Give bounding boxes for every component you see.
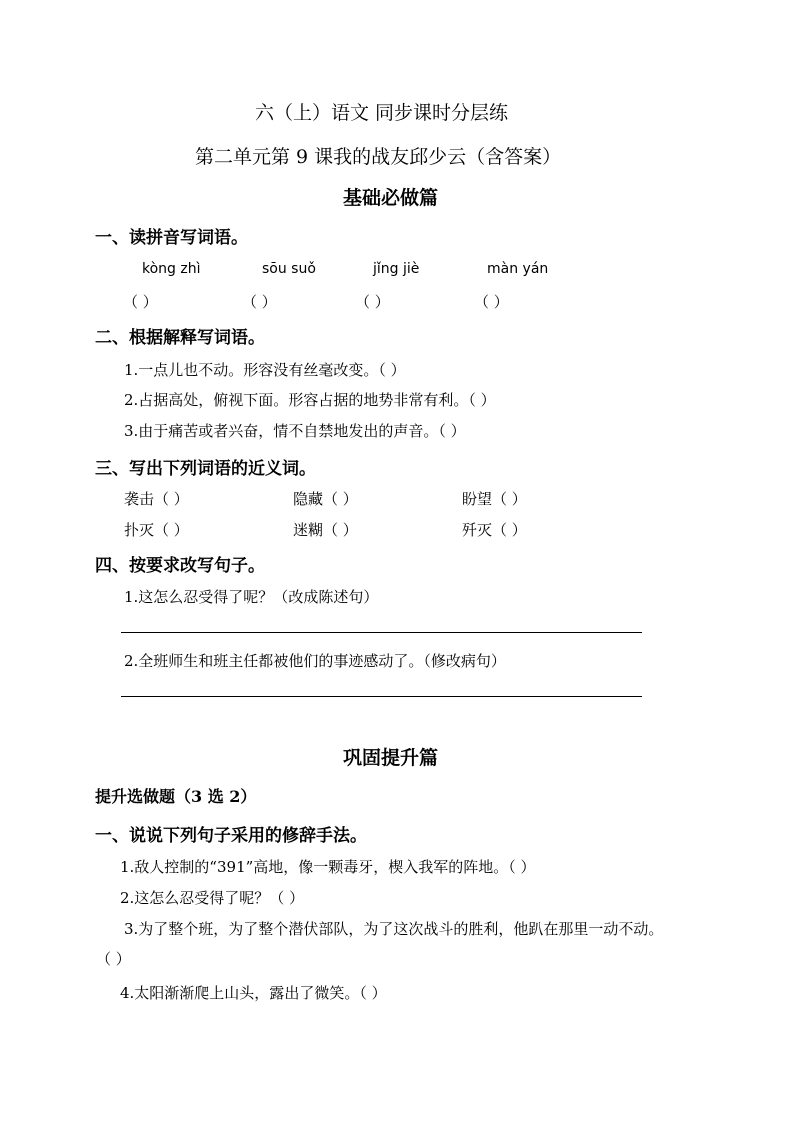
part2-heading: 一、说说下列句子采用的修辞手法。 [95, 826, 367, 846]
section3-heading: 三、写出下列词语的近义词。 [95, 459, 316, 479]
answer-blank-4[interactable]: （ ） [474, 293, 509, 311]
definition-item-2: 2.占据高处，俯视下面。形容占据的地势非常有利。（ ） [124, 391, 496, 409]
definition-item-3: 3.由于痛苦或者兴奋，情不自禁地发出的声音。（ ） [124, 422, 466, 440]
definition-item-1: 1.一点儿也不动。形容没有丝毫改变。（ ） [124, 361, 406, 379]
rewrite-item-2: 2.全班师生和班主任都被他们的事迹感动了。（修改病句） [124, 652, 506, 670]
rewrite-item-1: 1.这怎么忍受得了呢？（改成陈述句） [124, 588, 379, 606]
synonym-item-4: 扑灭（ ） [124, 521, 189, 539]
pinyin-4: màn yán [487, 261, 549, 277]
rhetoric-item-3-blank[interactable]: （ ） [96, 950, 131, 968]
rhetoric-item-3: 3.为了整个班，为了整个潜伏部队，为了这次战斗的胜利，他趴在那里一动不动。 [124, 920, 664, 938]
synonym-item-2: 隐藏（ ） [293, 490, 358, 508]
pinyin-2: sōu suǒ [262, 261, 316, 277]
part2-title: 巩固提升篇 [343, 747, 439, 769]
section1-heading: 一、读拼音写词语。 [95, 228, 248, 248]
section2-heading: 二、根据解释写词语。 [95, 328, 265, 348]
synonym-item-3: 盼望（ ） [462, 490, 527, 508]
rhetoric-item-1: 1.敌人控制的“391”高地，像一颗毒牙，楔入我军的阵地。（ ） [120, 858, 536, 876]
rhetoric-item-2: 2.这怎么忍受得了呢？（ ） [120, 889, 305, 907]
page-subtitle: 第二单元第 9 课我的战友邱少云（含答案） [195, 146, 562, 168]
synonym-item-1: 袭击（ ） [124, 490, 189, 508]
part2-subheading: 提升选做题（3 选 2） [95, 787, 257, 806]
synonym-item-5: 迷糊（ ） [293, 521, 358, 539]
answer-blank-3[interactable]: （ ） [355, 293, 390, 311]
page-title: 六（上）语文 同步课时分层练 [255, 102, 509, 124]
answer-line-2[interactable] [121, 696, 642, 697]
pinyin-3: jǐng jiè [373, 261, 420, 277]
rhetoric-item-4: 4.太阳渐渐爬上山头，露出了微笑。（ ） [120, 984, 387, 1002]
pinyin-1: kòng zhì [142, 261, 201, 277]
answer-blank-2[interactable]: （ ） [242, 293, 277, 311]
section4-heading: 四、按要求改写句子。 [95, 556, 265, 576]
part1-title: 基础必做篇 [343, 187, 439, 209]
synonym-item-6: 歼灭（ ） [462, 521, 527, 539]
answer-line-1[interactable] [121, 632, 642, 633]
answer-blank-1[interactable]: （ ） [123, 293, 158, 311]
